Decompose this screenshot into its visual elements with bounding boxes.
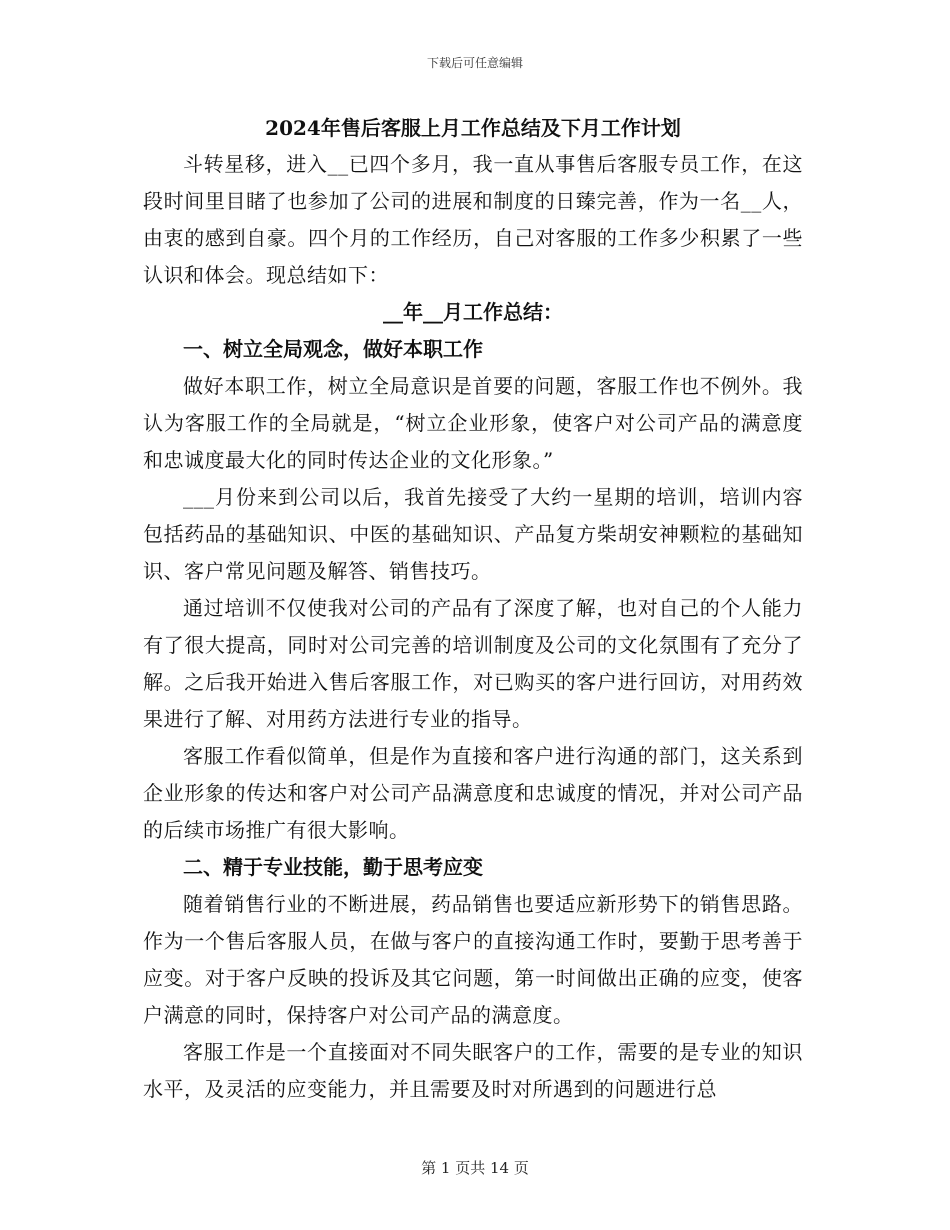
summary-heading: __年__月工作总结： [383,300,563,324]
intro-paragraph: 斗转星移，进入__已四个多月，我一直从事售后客服专员工作，在这段时间里目睹了也参加了公司的进展和制度的日臻完善，作为一名__人，由衷的感到自豪。四个月的工作经历，自己对客服的工作多少积累了一些认识和体会。现总结如下： [143,152,803,287]
section-1-heading: 一、树立全局观念，做好本职工作 [183,337,483,361]
section-2-paragraph-1: 随着销售行业的不断进展，药品销售也要适应新形势下的销售思路。作为一个售后客服人员，在做与客户的直接沟通工作时，要勤于思考善于应变。对于客户反映的投诉及其它问题，第一时间做出正确的应变，使客户满意的同时，保持客户对公司产品的满意度。 [143,892,803,1027]
section-2-heading: 二、精于专业技能，勤于思考应变 [183,855,483,879]
section-1-paragraph-4: 客服工作看似简单，但是作为直接和客户进行沟通的部门，这关系到企业形象的传达和客户对公司产品满意度和忠诚度的情况，并对公司产品的后续市场推广有很大影响。 [143,744,803,842]
section-1-paragraph-1: 做好本职工作，树立全局意识是首要的问题，客服工作也不例外。我认为客服工作的全局就是，“树立企业形象，使客户对公司产品的满意度和忠诚度最大化的同时传达企业的文化形象。” [143,374,803,472]
section-1-paragraph-2: ___月份来到公司以后，我首先接受了大约一星期的培训，培训内容包括药品的基础知识、中医的基础知识、产品复方柴胡安神颗粒的基础知识、客户常见问题及解答、销售技巧。 [143,485,803,583]
document-title: 2024年售后客服上月工作总结及下月工作计划 [265,116,681,140]
section-1-paragraph-3: 通过培训不仅使我对公司的产品有了深度了解，也对自己的个人能力有了很大提高，同时对公司完善的培训制度及公司的文化氛围有了充分了解。之后我开始进入售后客服工作，对已购买的客户进行回访，对用药效果进行了解、对用药方法进行专业的指导。 [143,596,803,731]
header-note: 下载后可任意编辑 [426,56,523,70]
page-footer: 第 1 页共 14 页 [421,1159,529,1177]
section-2-paragraph-2: 客服工作是一个直接面对不同失眠客户的工作，需要的是专业的知识水平，及灵活的应变能力，并且需要及时对所遇到的问题进行总 [143,1040,803,1101]
document-body [143,112,803,1108]
